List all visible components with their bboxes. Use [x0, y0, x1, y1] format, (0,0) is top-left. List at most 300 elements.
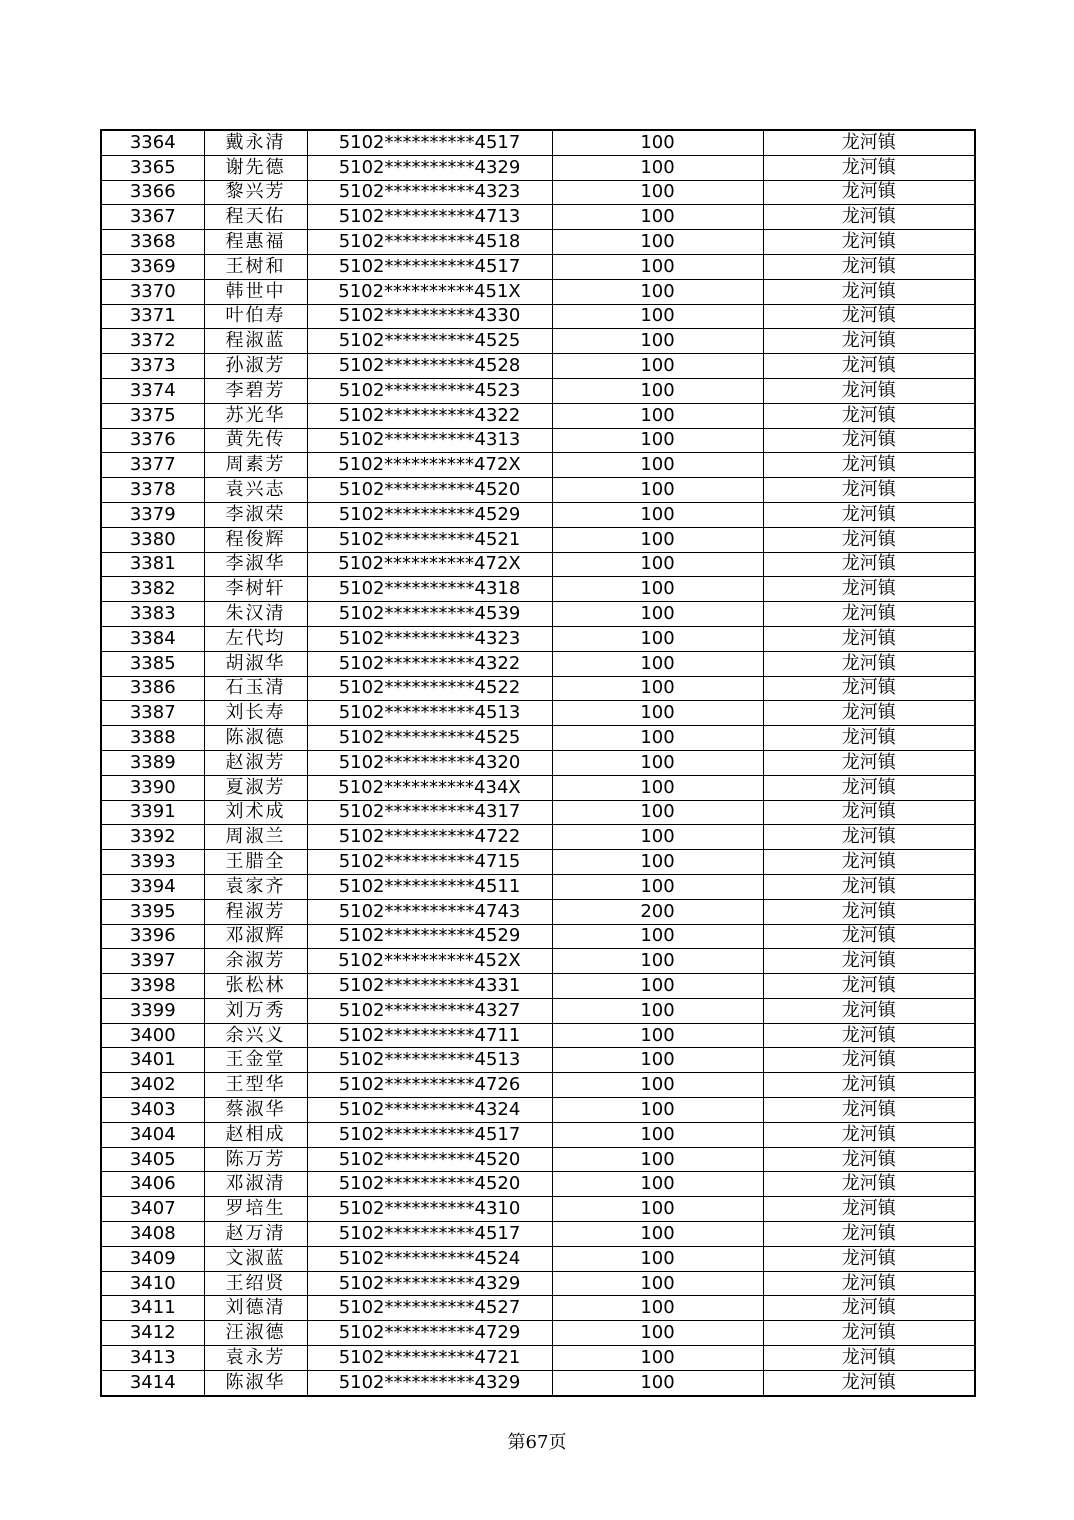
table-row	[101, 626, 975, 651]
amount-cell: 100	[552, 502, 763, 527]
amount-cell: 100	[552, 577, 763, 602]
name-cell: 程天佑	[204, 205, 307, 230]
id-number-cell: 5102**********4525	[307, 726, 552, 751]
serial-number-cell: 3383	[101, 602, 204, 627]
table-row	[101, 1370, 975, 1395]
table-row	[101, 1296, 975, 1321]
name-cell: 刘德清	[204, 1296, 307, 1321]
id-number-cell: 5102**********4711	[307, 1023, 552, 1048]
table-row	[101, 403, 975, 428]
serial-number-cell: 3380	[101, 527, 204, 552]
table-row	[101, 775, 975, 800]
serial-number-cell: 3390	[101, 775, 204, 800]
amount-cell: 100	[552, 1296, 763, 1321]
id-number-cell: 5102**********4513	[307, 701, 552, 726]
town-cell: 龙河镇	[763, 726, 975, 751]
amount-cell: 100	[552, 800, 763, 825]
table-row	[101, 850, 975, 875]
amount-cell: 100	[552, 428, 763, 453]
name-cell: 李树轩	[204, 577, 307, 602]
table-row	[101, 651, 975, 676]
serial-number-cell: 3409	[101, 1246, 204, 1271]
town-cell: 龙河镇	[763, 304, 975, 329]
id-number-cell: 5102**********4323	[307, 626, 552, 651]
amount-cell: 100	[552, 602, 763, 627]
id-number-cell: 5102**********4310	[307, 1197, 552, 1222]
name-cell: 汪淑德	[204, 1321, 307, 1346]
amount-cell: 100	[552, 1098, 763, 1123]
table-row	[101, 1122, 975, 1147]
serial-number-cell: 3364	[101, 130, 204, 155]
name-cell: 朱汉清	[204, 602, 307, 627]
serial-number-cell: 3368	[101, 230, 204, 255]
amount-cell: 100	[552, 874, 763, 899]
town-cell: 龙河镇	[763, 1370, 975, 1395]
serial-number-cell: 3385	[101, 651, 204, 676]
town-cell: 龙河镇	[763, 775, 975, 800]
amount-cell: 100	[552, 974, 763, 999]
id-number-cell: 5102**********4324	[307, 1098, 552, 1123]
id-number-cell: 5102**********4517	[307, 1222, 552, 1247]
table-row	[101, 800, 975, 825]
town-cell: 龙河镇	[763, 1048, 975, 1073]
table-row	[101, 949, 975, 974]
amount-cell: 100	[552, 279, 763, 304]
amount-cell: 100	[552, 180, 763, 205]
town-cell: 龙河镇	[763, 974, 975, 999]
amount-cell: 100	[552, 726, 763, 751]
table-row	[101, 1147, 975, 1172]
name-cell: 余兴义	[204, 1023, 307, 1048]
serial-number-cell: 3374	[101, 378, 204, 403]
table-row	[101, 502, 975, 527]
town-cell: 龙河镇	[763, 428, 975, 453]
amount-cell: 100	[552, 1197, 763, 1222]
table-row	[101, 378, 975, 403]
table-row	[101, 428, 975, 453]
town-cell: 龙河镇	[763, 924, 975, 949]
serial-number-cell: 3408	[101, 1222, 204, 1247]
name-cell: 刘术成	[204, 800, 307, 825]
id-number-cell: 5102**********4511	[307, 874, 552, 899]
name-cell: 刘万秀	[204, 998, 307, 1023]
amount-cell: 100	[552, 1246, 763, 1271]
amount-cell: 200	[552, 899, 763, 924]
town-cell: 龙河镇	[763, 1321, 975, 1346]
serial-number-cell: 3388	[101, 726, 204, 751]
id-number-cell: 5102**********472X	[307, 453, 552, 478]
table-row	[101, 1073, 975, 1098]
name-cell: 余淑芳	[204, 949, 307, 974]
amount-cell: 100	[552, 1346, 763, 1371]
name-cell: 黎兴芳	[204, 180, 307, 205]
name-cell: 王金堂	[204, 1048, 307, 1073]
town-cell: 龙河镇	[763, 205, 975, 230]
name-cell: 赵万清	[204, 1222, 307, 1247]
town-cell: 龙河镇	[763, 750, 975, 775]
name-cell: 谢先德	[204, 155, 307, 180]
serial-number-cell: 3407	[101, 1197, 204, 1222]
name-cell: 李淑华	[204, 552, 307, 577]
serial-number-cell: 3405	[101, 1147, 204, 1172]
amount-cell: 100	[552, 701, 763, 726]
town-cell: 龙河镇	[763, 626, 975, 651]
serial-number-cell: 3395	[101, 899, 204, 924]
id-number-cell: 5102**********4322	[307, 403, 552, 428]
town-cell: 龙河镇	[763, 1098, 975, 1123]
amount-cell: 100	[552, 304, 763, 329]
name-cell: 胡淑华	[204, 651, 307, 676]
serial-number-cell: 3376	[101, 428, 204, 453]
table-row	[101, 726, 975, 751]
town-cell: 龙河镇	[763, 354, 975, 379]
name-cell: 袁永芳	[204, 1346, 307, 1371]
table-row	[101, 1271, 975, 1296]
serial-number-cell: 3371	[101, 304, 204, 329]
id-number-cell: 5102**********4330	[307, 304, 552, 329]
name-cell: 程惠福	[204, 230, 307, 255]
id-number-cell: 5102**********4322	[307, 651, 552, 676]
table-row	[101, 998, 975, 1023]
name-cell: 李淑荣	[204, 502, 307, 527]
name-cell: 张松林	[204, 974, 307, 999]
table-row	[101, 701, 975, 726]
name-cell: 苏光华	[204, 403, 307, 428]
serial-number-cell: 3410	[101, 1271, 204, 1296]
town-cell: 龙河镇	[763, 1073, 975, 1098]
amount-cell: 100	[552, 552, 763, 577]
serial-number-cell: 3404	[101, 1122, 204, 1147]
serial-number-cell: 3400	[101, 1023, 204, 1048]
table-row	[101, 478, 975, 503]
town-cell: 龙河镇	[763, 1023, 975, 1048]
table-row	[101, 279, 975, 304]
table-row	[101, 899, 975, 924]
name-cell: 石玉清	[204, 676, 307, 701]
id-number-cell: 5102**********4329	[307, 1271, 552, 1296]
serial-number-cell: 3413	[101, 1346, 204, 1371]
amount-cell: 100	[552, 850, 763, 875]
town-cell: 龙河镇	[763, 329, 975, 354]
serial-number-cell: 3397	[101, 949, 204, 974]
amount-cell: 100	[552, 1023, 763, 1048]
serial-number-cell: 3378	[101, 478, 204, 503]
amount-cell: 100	[552, 130, 763, 155]
table-row	[101, 1222, 975, 1247]
name-cell: 李碧芳	[204, 378, 307, 403]
town-cell: 龙河镇	[763, 1197, 975, 1222]
id-number-cell: 5102**********4320	[307, 750, 552, 775]
name-cell: 韩世中	[204, 279, 307, 304]
table-row	[101, 974, 975, 999]
serial-number-cell: 3365	[101, 155, 204, 180]
id-number-cell: 5102**********4524	[307, 1246, 552, 1271]
serial-number-cell: 3369	[101, 254, 204, 279]
name-cell: 程淑蓝	[204, 329, 307, 354]
id-number-cell: 5102**********4521	[307, 527, 552, 552]
serial-number-cell: 3377	[101, 453, 204, 478]
serial-number-cell: 3412	[101, 1321, 204, 1346]
amount-cell: 100	[552, 254, 763, 279]
table-row	[101, 254, 975, 279]
town-cell: 龙河镇	[763, 378, 975, 403]
name-cell: 王树和	[204, 254, 307, 279]
id-number-cell: 5102**********4721	[307, 1346, 552, 1371]
town-cell: 龙河镇	[763, 701, 975, 726]
amount-cell: 100	[552, 1048, 763, 1073]
name-cell: 王绍贤	[204, 1271, 307, 1296]
town-cell: 龙河镇	[763, 155, 975, 180]
town-cell: 龙河镇	[763, 279, 975, 304]
town-cell: 龙河镇	[763, 1246, 975, 1271]
serial-number-cell: 3392	[101, 825, 204, 850]
id-number-cell: 5102**********4528	[307, 354, 552, 379]
name-cell: 罗培生	[204, 1197, 307, 1222]
amount-cell: 100	[552, 403, 763, 428]
town-cell: 龙河镇	[763, 1222, 975, 1247]
table-row	[101, 1098, 975, 1123]
serial-number-cell: 3399	[101, 998, 204, 1023]
town-cell: 龙河镇	[763, 800, 975, 825]
id-number-cell: 5102**********4722	[307, 825, 552, 850]
serial-number-cell: 3398	[101, 974, 204, 999]
amount-cell: 100	[552, 626, 763, 651]
serial-number-cell: 3394	[101, 874, 204, 899]
id-number-cell: 5102**********4525	[307, 329, 552, 354]
id-number-cell: 5102**********4329	[307, 1370, 552, 1395]
name-cell: 程俊辉	[204, 527, 307, 552]
town-cell: 龙河镇	[763, 527, 975, 552]
amount-cell: 100	[552, 453, 763, 478]
data-table	[100, 129, 976, 1397]
town-cell: 龙河镇	[763, 825, 975, 850]
name-cell: 程淑芳	[204, 899, 307, 924]
id-number-cell: 5102**********4323	[307, 180, 552, 205]
table-row	[101, 527, 975, 552]
id-number-cell: 5102**********4520	[307, 1147, 552, 1172]
id-number-cell: 5102**********4713	[307, 205, 552, 230]
serial-number-cell: 3402	[101, 1073, 204, 1098]
table-row	[101, 1023, 975, 1048]
serial-number-cell: 3372	[101, 329, 204, 354]
amount-cell: 100	[552, 1073, 763, 1098]
id-number-cell: 5102**********4726	[307, 1073, 552, 1098]
town-cell: 龙河镇	[763, 998, 975, 1023]
amount-cell: 100	[552, 998, 763, 1023]
serial-number-cell: 3375	[101, 403, 204, 428]
name-cell: 王型华	[204, 1073, 307, 1098]
table-row	[101, 602, 975, 627]
amount-cell: 100	[552, 676, 763, 701]
town-cell: 龙河镇	[763, 577, 975, 602]
serial-number-cell: 3370	[101, 279, 204, 304]
table-row	[101, 825, 975, 850]
amount-cell: 100	[552, 750, 763, 775]
id-number-cell: 5102**********4327	[307, 998, 552, 1023]
town-cell: 龙河镇	[763, 1346, 975, 1371]
serial-number-cell: 3393	[101, 850, 204, 875]
serial-number-cell: 3406	[101, 1172, 204, 1197]
amount-cell: 100	[552, 378, 763, 403]
id-number-cell: 5102**********4517	[307, 254, 552, 279]
id-number-cell: 5102**********4331	[307, 974, 552, 999]
id-number-cell: 5102**********4518	[307, 230, 552, 255]
name-cell: 叶伯寿	[204, 304, 307, 329]
amount-cell: 100	[552, 949, 763, 974]
id-number-cell: 5102**********4527	[307, 1296, 552, 1321]
town-cell: 龙河镇	[763, 899, 975, 924]
town-cell: 龙河镇	[763, 552, 975, 577]
table-row	[101, 1172, 975, 1197]
id-number-cell: 5102**********4313	[307, 428, 552, 453]
serial-number-cell: 3401	[101, 1048, 204, 1073]
town-cell: 龙河镇	[763, 478, 975, 503]
table-row	[101, 130, 975, 155]
id-number-cell: 5102**********4517	[307, 130, 552, 155]
id-number-cell: 5102**********4539	[307, 602, 552, 627]
table-body	[101, 130, 975, 1396]
name-cell: 周素芳	[204, 453, 307, 478]
table-row	[101, 230, 975, 255]
amount-cell: 100	[552, 1222, 763, 1247]
serial-number-cell: 3373	[101, 354, 204, 379]
id-number-cell: 5102**********4715	[307, 850, 552, 875]
name-cell: 王腊全	[204, 850, 307, 875]
serial-number-cell: 3414	[101, 1370, 204, 1395]
amount-cell: 100	[552, 205, 763, 230]
town-cell: 龙河镇	[763, 453, 975, 478]
table-row	[101, 205, 975, 230]
amount-cell: 100	[552, 155, 763, 180]
id-number-cell: 5102**********451X	[307, 279, 552, 304]
town-cell: 龙河镇	[763, 254, 975, 279]
id-number-cell: 5102**********4523	[307, 378, 552, 403]
name-cell: 陈万芳	[204, 1147, 307, 1172]
id-number-cell: 5102**********4520	[307, 478, 552, 503]
serial-number-cell: 3391	[101, 800, 204, 825]
name-cell: 陈淑华	[204, 1370, 307, 1395]
town-cell: 龙河镇	[763, 1271, 975, 1296]
amount-cell: 100	[552, 1370, 763, 1395]
town-cell: 龙河镇	[763, 1147, 975, 1172]
name-cell: 陈淑德	[204, 726, 307, 751]
serial-number-cell: 3389	[101, 750, 204, 775]
town-cell: 龙河镇	[763, 602, 975, 627]
table-row	[101, 453, 975, 478]
id-number-cell: 5102**********4743	[307, 899, 552, 924]
amount-cell: 100	[552, 1147, 763, 1172]
town-cell: 龙河镇	[763, 949, 975, 974]
id-number-cell: 5102**********4729	[307, 1321, 552, 1346]
table-row	[101, 552, 975, 577]
amount-cell: 100	[552, 230, 763, 255]
id-number-cell: 5102**********4513	[307, 1048, 552, 1073]
name-cell: 孙淑芳	[204, 354, 307, 379]
name-cell: 赵相成	[204, 1122, 307, 1147]
serial-number-cell: 3386	[101, 676, 204, 701]
table-row	[101, 1048, 975, 1073]
name-cell: 戴永清	[204, 130, 307, 155]
amount-cell: 100	[552, 775, 763, 800]
amount-cell: 100	[552, 1321, 763, 1346]
id-number-cell: 5102**********472X	[307, 552, 552, 577]
town-cell: 龙河镇	[763, 403, 975, 428]
amount-cell: 100	[552, 354, 763, 379]
amount-cell: 100	[552, 924, 763, 949]
table-row	[101, 180, 975, 205]
town-cell: 龙河镇	[763, 180, 975, 205]
serial-number-cell: 3411	[101, 1296, 204, 1321]
town-cell: 龙河镇	[763, 651, 975, 676]
town-cell: 龙河镇	[763, 1296, 975, 1321]
id-number-cell: 5102**********4520	[307, 1172, 552, 1197]
serial-number-cell: 3367	[101, 205, 204, 230]
name-cell: 左代均	[204, 626, 307, 651]
table-row	[101, 1197, 975, 1222]
serial-number-cell: 3382	[101, 577, 204, 602]
serial-number-cell: 3396	[101, 924, 204, 949]
amount-cell: 100	[552, 651, 763, 676]
table-row	[101, 750, 975, 775]
serial-number-cell: 3387	[101, 701, 204, 726]
page-number: 第67页	[507, 1432, 567, 1453]
name-cell: 蔡淑华	[204, 1098, 307, 1123]
amount-cell: 100	[552, 825, 763, 850]
id-number-cell: 5102**********4522	[307, 676, 552, 701]
id-number-cell: 5102**********4318	[307, 577, 552, 602]
amount-cell: 100	[552, 1122, 763, 1147]
name-cell: 黄先传	[204, 428, 307, 453]
table-row	[101, 329, 975, 354]
town-cell: 龙河镇	[763, 1172, 975, 1197]
name-cell: 刘长寿	[204, 701, 307, 726]
town-cell: 龙河镇	[763, 230, 975, 255]
town-cell: 龙河镇	[763, 850, 975, 875]
amount-cell: 100	[552, 329, 763, 354]
table-row	[101, 924, 975, 949]
id-number-cell: 5102**********4517	[307, 1122, 552, 1147]
table-row	[101, 874, 975, 899]
amount-cell: 100	[552, 527, 763, 552]
name-cell: 邓淑辉	[204, 924, 307, 949]
table-row	[101, 304, 975, 329]
town-cell: 龙河镇	[763, 676, 975, 701]
id-number-cell: 5102**********452X	[307, 949, 552, 974]
table-row	[101, 1321, 975, 1346]
name-cell: 周淑兰	[204, 825, 307, 850]
table-row	[101, 577, 975, 602]
amount-cell: 100	[552, 1172, 763, 1197]
serial-number-cell: 3381	[101, 552, 204, 577]
name-cell: 文淑蓝	[204, 1246, 307, 1271]
id-number-cell: 5102**********434X	[307, 775, 552, 800]
town-cell: 龙河镇	[763, 874, 975, 899]
name-cell: 赵淑芳	[204, 750, 307, 775]
serial-number-cell: 3379	[101, 502, 204, 527]
id-number-cell: 5102**********4529	[307, 502, 552, 527]
id-number-cell: 5102**********4529	[307, 924, 552, 949]
table-row	[101, 676, 975, 701]
serial-number-cell: 3403	[101, 1098, 204, 1123]
table-row	[101, 1346, 975, 1371]
table-row	[101, 1246, 975, 1271]
serial-number-cell: 3366	[101, 180, 204, 205]
amount-cell: 100	[552, 478, 763, 503]
amount-cell: 100	[552, 1271, 763, 1296]
town-cell: 龙河镇	[763, 502, 975, 527]
id-number-cell: 5102**********4329	[307, 155, 552, 180]
town-cell: 龙河镇	[763, 130, 975, 155]
